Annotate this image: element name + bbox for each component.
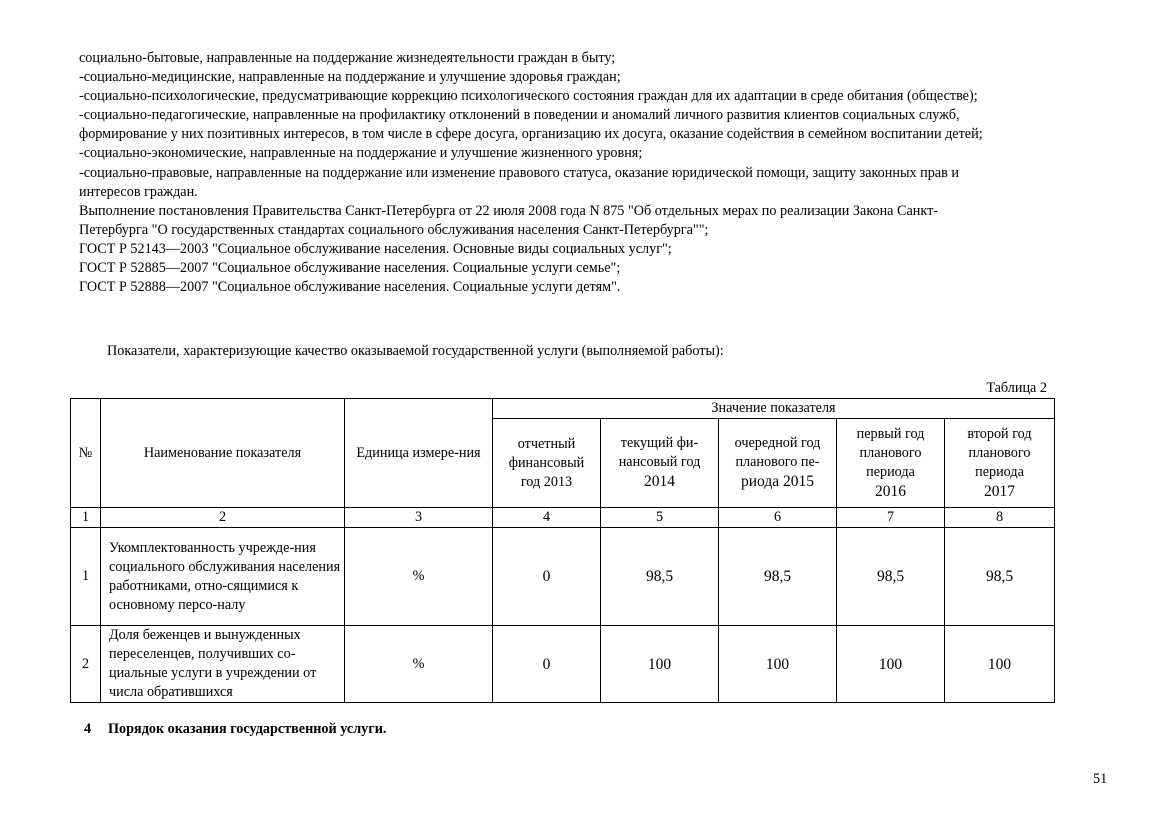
col-number: 2 — [101, 508, 345, 528]
col-number: 8 — [945, 508, 1055, 528]
column-numbers-row — [71, 508, 1055, 528]
header-name: Наименование показателя — [101, 399, 345, 508]
text-line: -социально-педагогические, направленные на профилактику отклонений в поведении и аномалий личного развития клиентов социальных служб, — [79, 107, 960, 124]
page-number: 51 — [1093, 771, 1108, 787]
section-title: Порядок оказания государственной услуги. — [108, 721, 387, 737]
row-unit: % — [345, 528, 493, 626]
header-num: № — [71, 399, 101, 508]
row-value: 0 — [493, 528, 601, 626]
col-number: 6 — [719, 508, 837, 528]
row-num: 2 — [71, 626, 101, 703]
text-line: -социально-правовые, направленные на поддержание или изменение правового статуса, оказание юридической помощи, защиту законных прав и — [79, 164, 959, 181]
row-value: 98,5 — [837, 528, 945, 626]
section-heading — [84, 721, 386, 738]
row-value: 100 — [945, 626, 1055, 703]
table-number: Таблица 2 — [986, 380, 1047, 396]
col-number: 4 — [493, 508, 601, 528]
text-line: Выполнение постановления Правительства Санкт-Петербурга от 22 июля 2008 года N 875 "Об отдельных мерах по реализации Закона Санкт- — [79, 202, 939, 219]
text-line: ГОСТ Р 52885—2007 "Социальное обслуживание населения. Социальные услуги семье"; — [79, 260, 621, 277]
col-number: 1 — [71, 508, 101, 528]
row-unit: % — [345, 626, 493, 703]
table-row — [71, 626, 1055, 703]
indicators-table — [70, 398, 1055, 703]
row-num: 1 — [71, 528, 101, 626]
row-value: 100 — [719, 626, 837, 703]
row-indicator-name: Укомплектованность учрежде-ния социального обслуживания населения работниками, отно-сящимися к основному персо-налу — [101, 528, 345, 626]
header-period-2014: текущий фи-нансовый год 2014 — [601, 419, 719, 508]
row-value: 98,5 — [945, 528, 1055, 626]
header-period-2013: отчетный финансовый год 2013 — [493, 419, 601, 508]
text-line: социально-бытовые, направленные на поддержание жизнедеятельности граждан в быту; — [79, 50, 616, 66]
header-value-group: Значение показателя — [493, 399, 1055, 419]
header-unit: Единица измере-ния — [345, 399, 493, 508]
text-line: ГОСТ Р 52888—2007 "Социальное обслуживание населения. Социальные услуги детям". — [79, 279, 621, 296]
text-line: -социально-психологические, предусматривающие коррекцию психологического состояния граждан для их адаптации в среде обитания (обществе); — [79, 88, 978, 105]
col-number: 7 — [837, 508, 945, 528]
text-line: -социально-медицинские, направленные на поддержание и улучшение здоровья граждан; — [79, 69, 621, 86]
text-line: -социально-экономические, направленные на поддержание и улучшение жизненного уровня; — [79, 145, 643, 162]
row-value: 98,5 — [719, 528, 837, 626]
header-row-group — [71, 399, 1055, 419]
text-line: формирование у них позитивных интересов, в том числе в сфере досуга, организацию их досуга, оказание содействия в семейном воспитании детей; — [79, 126, 983, 143]
header-period-2017: второй год планового периода 2017 — [945, 419, 1055, 508]
header-period-2016: первый год планового периода 2016 — [837, 419, 945, 508]
text-line: интересов граждан. — [79, 183, 198, 200]
col-number: 5 — [601, 508, 719, 528]
text-line: Петербурга "О государственных стандартах социального обслуживания населения Санкт-Петербурга""; — [79, 221, 709, 238]
row-indicator-name: Доля беженцев и вынужденных переселенцев, получивших со-циальные услуги в учреждении от числа обратившихся — [101, 626, 345, 703]
row-value: 100 — [601, 626, 719, 703]
col-number: 3 — [345, 508, 493, 528]
header-period-2015: очередной год планового пе- риода 2015 — [719, 419, 837, 508]
intro-text — [79, 49, 1139, 297]
row-value: 98,5 — [601, 528, 719, 626]
row-value: 100 — [837, 626, 945, 703]
table-row — [71, 528, 1055, 626]
row-value: 0 — [493, 626, 601, 703]
section-number: 4 — [84, 721, 92, 737]
table-caption: Показатели, характеризующие качество оказываемой государственной услуги (выполняемой работы): — [107, 343, 724, 359]
text-line: ГОСТ Р 52143—2003 "Социальное обслуживание населения. Основные виды социальных услуг"; — [79, 240, 672, 257]
